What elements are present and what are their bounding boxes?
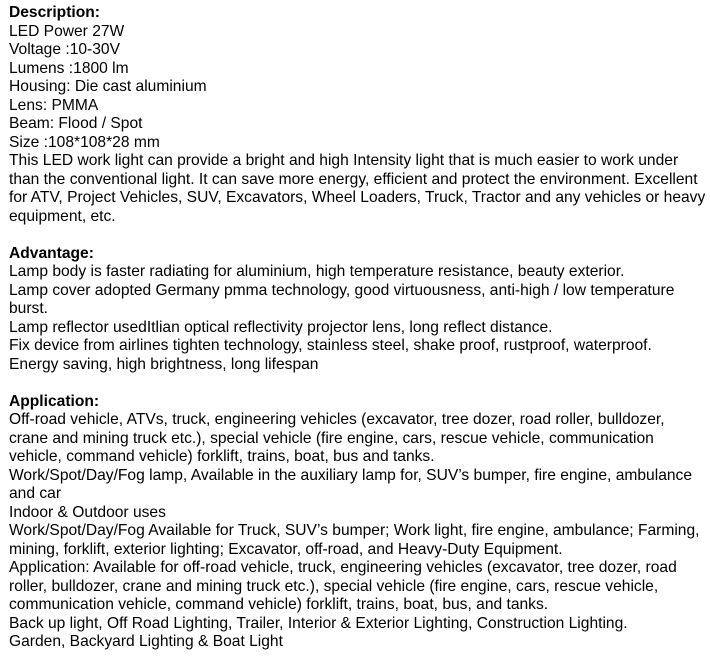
spec-housing: Housing: Die cast aluminium <box>9 78 207 95</box>
advantage-item: Lamp reflector usedItlian optical reflectivity projector lens, long reflect distance. <box>9 318 553 336</box>
advantage-item: Fix device from airlines tighten technology, stainless steel, shake proof, rustproof, waterproof. <box>9 337 652 354</box>
advantage-heading: Advantage: <box>9 244 94 262</box>
application-heading: Application: <box>9 392 100 410</box>
spec-beam: Beam: Flood / Spot <box>9 115 143 132</box>
application-item: Garden, Backyard Lighting & Boat Light <box>9 633 283 650</box>
spec-size: Size :108*108*28 mm <box>9 133 160 151</box>
product-document <box>9 4 707 652</box>
description-section <box>9 4 707 226</box>
application-item: Back up light, Off Road Lighting, Trailer, Interior & Exterior Lighting, Construction Lighting. <box>9 614 628 632</box>
application-item: Work/Spot/Day/Fog lamp, Available in the auxiliary lamp for, SUV’s bumper, fire engine, ambulance and car <box>9 466 693 502</box>
application-item: Application: Available for off-road vehicle, truck, engineering vehicles (excavator, tree dozer, road roller, bulldozer, crane and mining truck etc.), special vehicle (fire engine, cars, rescue vehicle, communication vehicle, command vehicle) forklift, trains, boat, bus, and tanks. <box>9 559 677 613</box>
spec-lens: Lens: PMMA <box>9 96 99 114</box>
description-heading: Description: <box>9 4 100 21</box>
section-spacer <box>9 374 707 393</box>
advantage-item: Lamp body is faster radiating for aluminium, high temperature resistance, beauty exterior. <box>9 263 625 280</box>
description-paragraph: This LED work light can provide a bright and high Intensity light that is much easier to work under than the conventional light. It can save more energy, efficient and protect the environment. Excellent for ATV, Project Vehicles, SUV, Excavators, Wheel Loaders, Truck, Tractor and any vehicles or heavy equipment, etc. <box>9 152 706 225</box>
spec-led-power: LED Power 27W <box>9 22 125 40</box>
application-item: Work/Spot/Day/Fog Available for Truck, SUV’s bumper; Work light, fire engine, ambulance; Farming, mining, forklift, exterior lighting; Excavator, off-road, and Heavy-Duty Equipment. <box>9 522 700 558</box>
application-item: Indoor & Outdoor uses <box>9 503 166 521</box>
advantage-item: Lamp cover adopted Germany pmma technology, good virtuousness, anti-high / low temperature burst. <box>9 281 675 317</box>
spec-voltage: Voltage :10-30V <box>9 41 120 58</box>
section-spacer <box>9 226 707 245</box>
application-section <box>9 393 707 652</box>
application-item: Off-road vehicle, ATVs, truck, engineering vehicles (excavator, tree dozer, road roller, bulldozer, crane and mining truck etc.), special vehicle (fire engine, cars, rescue vehicle, communication vehicle, command vehicle) forklift, trains, boat, bus and tanks. <box>9 411 665 465</box>
spec-lumens: Lumens :1800 lm <box>9 59 129 77</box>
advantage-item: Energy saving, high brightness, long lifespan <box>9 355 319 373</box>
advantage-section <box>9 245 707 375</box>
